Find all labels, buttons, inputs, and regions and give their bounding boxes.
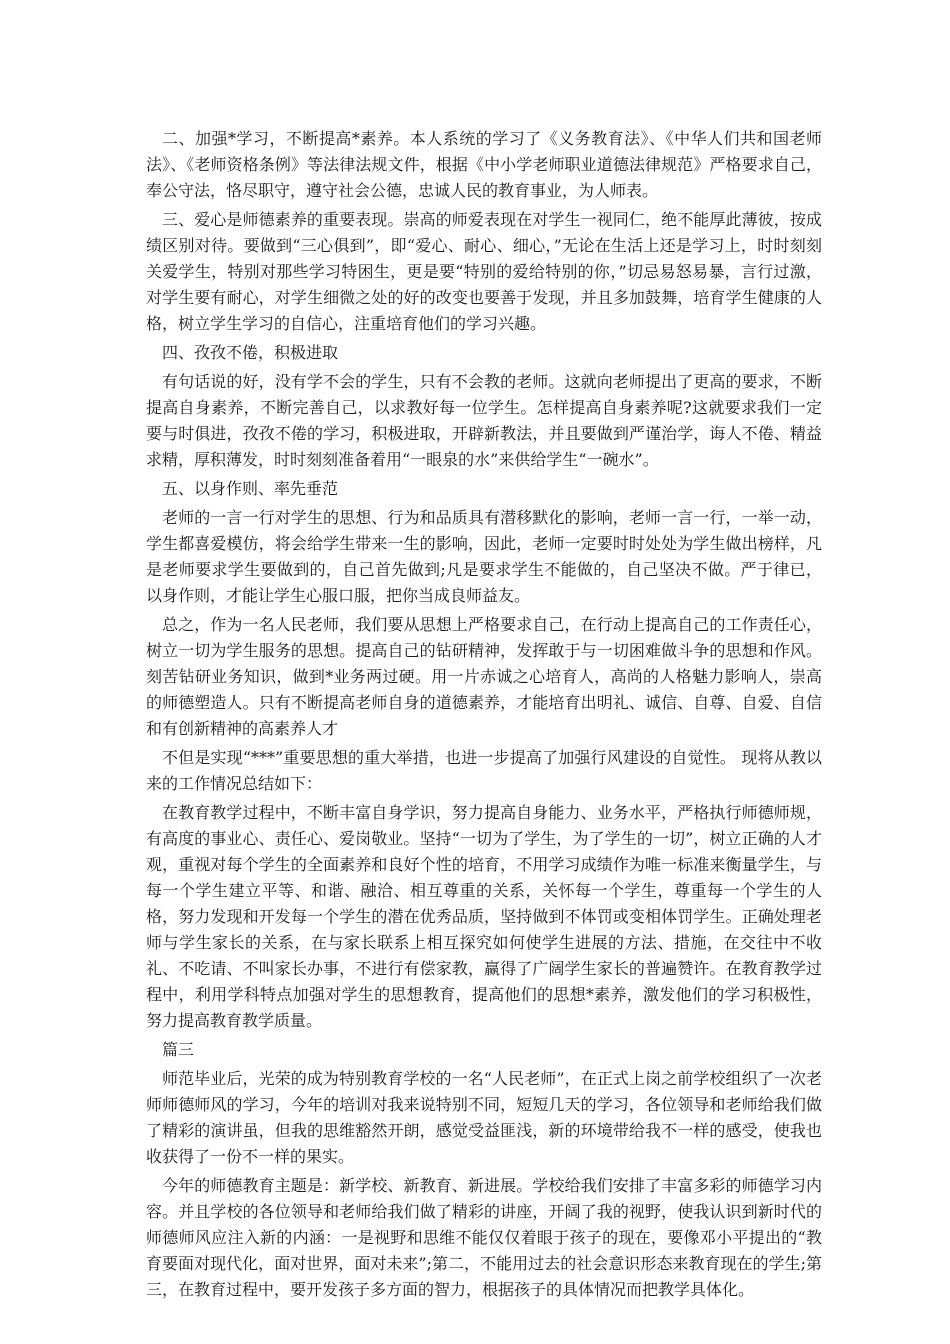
heading-section-four: 四、孜孜不倦，积极进取	[162, 343, 339, 362]
heading-section-five: 五、以身作则、率先垂范	[162, 479, 339, 498]
paragraph-teaching-process: 在教育教学过程中，不断丰富自身学识，努力提高自身能力、业务水平，严格执行师德师规，有高度的事业心、责任心、爱岗敬业。坚持“一切为了学生，为了学生的一切”，树立正确的人才观，重视对每个学生的全面素养和良好个性的培育，不用学习成绩作为唯一标准来衡量学生，与每一个学生建立平等、和谐、融洽、相互尊重的关系，关怀每一个学生，尊重每一个学生的人格，努力发现和开发每一个学生的潜在优秀品质，坚持做到不体罚或变相体罚学生。正确处理老师与学生家长的关系，在与家长联系上相互探究如何使学生进展的方法、措施，在交往中不收礼、不吃请、不叫家长办事，不进行有偿家教，赢得了广阔学生家长的普遍赞许。在教育教学过程中，利用学科特点加强对学生的思想教育，提高他们的思想*素养，激发他们的学习积极性，努力提高教育教学质量。	[146, 803, 822, 1030]
paragraph-graduation: 师范毕业后，光荣的成为特别教育学校的一名“人民老师”，在正式上岗之前学校组织了一次老师师德师风的学习，今年的培训对我来说特别不同，短短几天的学习，各位领导和老师给我们做了精彩的演讲虽，但我的思维豁然开朗，感觉受益匪浅，新的环境带给我不一样的感受，使我也收获得了一份不一样的果实。	[146, 1069, 822, 1166]
paragraph-section-two: 二、加强*学习，不断提高*素养。本人系统的学习了《义务教育法》、《中华人们共和国老师法》、《老师资格条例》等法律法规文件，根据《中小学老师职业道德法律规范》严格要求自己，奉公守法，恪尽职守，遵守社会公德，忠诚人民的教育事业，为人师表。	[146, 129, 822, 200]
paragraph-section-three: 三、爱心是师德素养的重要表现。崇高的师爱表现在对学生一视同仁，绝不能厚此薄彼，按成绩区别对待。要做到“三心俱到”，即“爱心、耐心、细心，”无论在生活上还是学习上，时时刻刻关爱学生，特别对那些学习特困生，更是要“特别的爱给特别的你，”切忌易怒易暴，言行过激，对学生要有耐心，对学生细微之处的好的改变也要善于发现，并且多加鼓舞，培育学生健康的人格，树立学生学习的自信心，注重培育他们的学习兴趣。	[146, 210, 822, 333]
paragraph-intro-summary: 不但是实现“***”重要思想的重大举措，也进一步提高了加强行风建设的自觉性。 现将从教以来的工作情况总结如下：	[146, 748, 822, 793]
paragraph-summary: 总之，作为一名人民老师，我们要从思想上严格要求自己，在行动上提高自己的工作责任心，树立一切为学生服务的思想。提高自己的钻研精神，发挥敢于与一切困难做斗争的思想和作风。刻苦钻研业务知识，做到*业务两过硬。用一片赤诚之心培育人，高尚的人格魅力影响人，崇高的师德塑造人。只有不断提高老师自身的道德素养，才能培育出明礼、诚信、自尊、自爱、自信和有创新精神的高素养人才	[146, 615, 822, 738]
paragraph-ethics-theme: 今年的师德教育主题是：新学校、新教育、新进展。学校给我们安排了丰富多彩的师德学习内容。并且学校的各位领导和老师给我们做了精彩的讲座，开阔了我的视野，使我认识到新时代的师德师风应注入新的内涵：一是视野和思维不能仅仅着眼于孩子的现在，要像邓小平提出的“教育要面对现代化，面对世界，面对未来”;第二，不能用过去的社会意识形态来教育现在的学生;第三，在教育过程中，要开发孩子多方面的智力，根据孩子的具体情况而把教学具体化。	[146, 1176, 822, 1299]
paragraph-section-five: 老师的一言一行对学生的思想、行为和品质具有潜移默化的影响，老师一言一行，一举一动，学生都喜爱模仿，将会给学生带来一生的影响，因此，老师一定要时时处处为学生做出榜样，凡是老师要求学生要做到的，自己首先做到;凡是要求学生不能做的，自己坚决不做。严于律已，以身作则，才能让学生心服口服，把你当成良师益友。	[146, 508, 822, 605]
paragraph-section-four: 有句话说的好，没有学不会的学生，只有不会教的老师。这就向老师提出了更高的要求，不断提高自身素养，不断完善自己，以求教好每一位学生。怎样提高自身素养呢?这就要求我们一定要与时俱进，孜孜不倦的学习，积极进取，开辟新教法，并且要做到严谨治学，诲人不倦、精益求精，厚积薄发，时时刻刻准备着用“一眼泉的水”来供给学生“一碗水”。	[146, 372, 822, 469]
document-body	[146, 126, 822, 1303]
heading-part-three: 篇三	[162, 1040, 195, 1059]
